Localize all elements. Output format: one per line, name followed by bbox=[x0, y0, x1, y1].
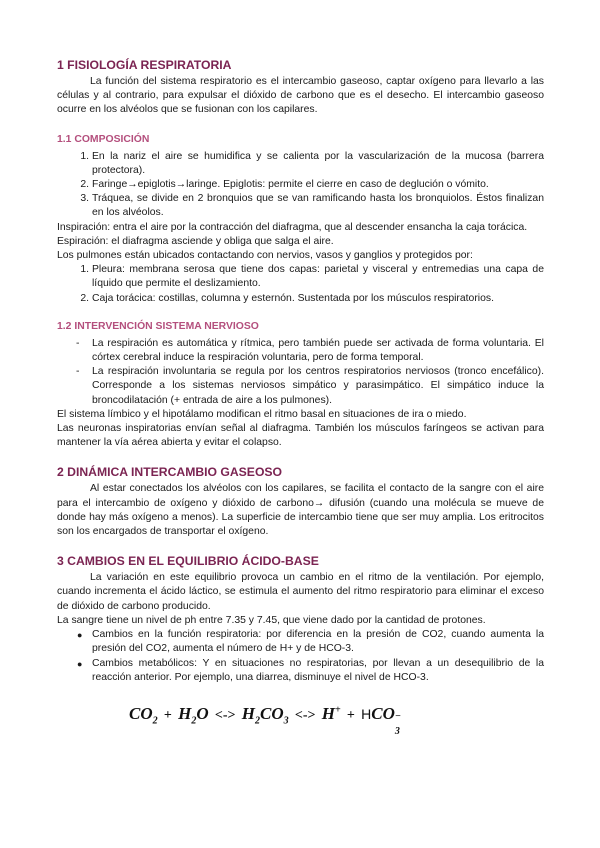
inspiracion-paragraph: Inspiración: entra el aire por la contracción del diafragma, que al descender ensancha la caja torácica. bbox=[57, 221, 528, 233]
list-item-text: En la nariz el aire se humidifica y se calienta por la vascularización de la mucosa (barrera protectora). bbox=[92, 150, 544, 176]
co2-subscript: 2 bbox=[152, 714, 158, 726]
subsection-title: 1.1 COMPOSICIÓN bbox=[57, 133, 150, 145]
list-number: 2. bbox=[80, 292, 89, 304]
list-item bbox=[57, 365, 544, 408]
subsection-composicion bbox=[57, 133, 544, 306]
h2o-subscript: 2 bbox=[191, 714, 197, 726]
h2co3-co: CO bbox=[259, 703, 284, 723]
h2co3-term bbox=[241, 703, 289, 726]
list-item bbox=[57, 292, 544, 306]
section-dinamica-intercambio bbox=[57, 465, 544, 539]
section-paragraph: Al estar conectados los alvéolos con los capilares, se facilita el contacto de la sangre con el aire para el intercambio de oxígeno y dióxido de carbono→ difusión (cuando una molécula se mueve de donde hay más oxígeno a menos). La superficie de intercambio tiene que ser muy amplia. Los eritrocitos son los encargados de transportar el oxígeno. bbox=[57, 483, 544, 538]
hplus-h: H bbox=[321, 703, 335, 723]
list-item-text: Tráquea, se divide en 2 bronquios que se van ramificando hasta los bronquiolos. Éstos finalizan en los alvéolos. bbox=[92, 193, 544, 219]
h2co3-subscript-h: 2 bbox=[254, 714, 260, 726]
list-item-text: Cambios en la función respiratoria: por diferencia en la presión de CO2, cuando aumenta la presión del CO2, aumenta el número de H+ y de HCO-3. bbox=[92, 629, 544, 655]
h2o-h: H bbox=[178, 703, 192, 723]
ph-paragraph: La sangre tiene un nivel de ph entre 7.35 y 7.45, que viene dado por la cantidad de protones. bbox=[57, 614, 486, 626]
equilibrium-arrow: <-> bbox=[294, 707, 316, 723]
composition-list bbox=[57, 150, 544, 221]
list-item-text: Caja torácica: costillas, columna y esternón. Sustentada por los músculos respiratorios. bbox=[92, 292, 494, 304]
section-intro-paragraph: La función del sistema respiratorio es el intercambio gaseoso, captar oxígeno para llevarlo a las células y al contrario, para expulsar el dióxido de carbono que es el desecho. El intercambio gaseoso ocurre en los alvéolos que se fusionan con los capilares. bbox=[57, 76, 544, 116]
neuronas-paragraph: Las neuronas inspiratorias envían señal al diafragma. También los músculos faríngeos se activan para mantener la vía aérea abierta y evitar el colapso. bbox=[57, 423, 544, 449]
section-title: 2 DINÁMICA INTERCAMBIO GASEOSO bbox=[57, 465, 283, 480]
list-number: 3. bbox=[80, 193, 89, 205]
list-item bbox=[57, 628, 544, 656]
hplus-superscript: + bbox=[334, 703, 341, 715]
section-fisiologia-respiratoria bbox=[57, 58, 544, 118]
list-item-text: Cambios metabólicos: Y en situaciones no respiratorias, por llevan a un desequilibrio de la reacción anterior. Por ejemplo, una diarrea, disminuye el nivel de HCO-3. bbox=[92, 657, 544, 683]
list-number: 1. bbox=[80, 150, 89, 162]
list-number: 2. bbox=[80, 179, 89, 191]
dash-marker: - bbox=[76, 366, 80, 378]
section-title: 1 FISIOLOGÍA RESPIRATORIA bbox=[57, 58, 232, 72]
changes-list bbox=[57, 628, 544, 685]
limbico-paragraph: El sistema límbico y el hipotálamo modifican el ritmo basal en situaciones de ira o miedo. bbox=[57, 408, 467, 420]
h2co3-h: H bbox=[241, 703, 255, 723]
section-equilibrio-acido-base bbox=[57, 554, 544, 737]
dash-marker: - bbox=[76, 337, 80, 349]
bullet-marker: ● bbox=[77, 630, 83, 641]
subsection-title: 1.2 INTERVENCIÓN SISTEMA NERVIOSO bbox=[57, 320, 259, 332]
pulmones-paragraph: Los pulmones están ubicados contactando con nervios, vasos y ganglios y protegidos por: bbox=[57, 250, 473, 262]
plus-operator: + bbox=[346, 707, 355, 723]
list-item bbox=[57, 657, 544, 685]
hco3-subscript: 3 bbox=[394, 725, 400, 737]
equilibrium-arrow: <-> bbox=[214, 707, 236, 723]
list-item bbox=[57, 263, 544, 291]
co2-base: CO bbox=[129, 703, 153, 723]
list-item-text: Pleura: membrana serosa que tiene dos capas: parietal y visceral y entremedias una capa de líquido que permite el deslizamiento. bbox=[92, 264, 544, 290]
list-item bbox=[57, 192, 544, 220]
hco3-term bbox=[361, 703, 402, 737]
co2-term bbox=[129, 703, 158, 726]
hco3-h: H bbox=[361, 705, 372, 722]
hco3-co: CO bbox=[371, 703, 395, 723]
nervous-system-list bbox=[57, 337, 544, 408]
h2o-term bbox=[178, 703, 209, 726]
espiracion-paragraph: Espiración: el diafragma asciende y obliga que salga el aire. bbox=[57, 235, 334, 247]
section-title: 3 CAMBIOS EN EL EQUILIBRIO ÁCIDO-BASE bbox=[57, 554, 319, 569]
hplus-term bbox=[322, 704, 341, 723]
list-number: 1. bbox=[80, 264, 89, 276]
list-item bbox=[57, 337, 544, 365]
plus-operator: + bbox=[163, 707, 172, 723]
hco3-superscript: − bbox=[394, 710, 401, 722]
bullet-marker: ● bbox=[77, 658, 83, 669]
list-item-text: La respiración es automática y rítmica, pero también puede ser activada de forma voluntaria. El córtex cerebral induce la respiración voluntaria, pero de forma temporal. bbox=[92, 337, 544, 364]
list-item bbox=[57, 178, 544, 192]
h2co3-subscript-o: 3 bbox=[283, 714, 289, 726]
protection-list bbox=[57, 263, 544, 306]
subsection-sistema-nervioso bbox=[57, 320, 544, 451]
chemical-equation bbox=[57, 699, 544, 737]
list-item-text: La respiración involuntaria se regula por los centros respiratorios nerviosos (tronco encefálico). Corresponde a los sistemas nerviosos simpático y parasimpático. El simpático induce la broncodilatación (+ entrada de aire a los pulmones). bbox=[92, 366, 544, 406]
list-item bbox=[57, 150, 544, 178]
section-intro-paragraph: La variación en este equilibrio provoca un cambio en el ritmo de la ventilación. Por ejemplo, cuando incrementa el ácido láctico, se estimula el aumento del ritmo respiratorio para eliminar el exceso de dióxido de carbono producido. bbox=[57, 572, 544, 612]
h2o-o: O bbox=[196, 703, 209, 723]
list-item-text: Faringe→epiglotis→laringe. Epiglotis: permite el cierre en caso de deglución o vómito. bbox=[92, 179, 489, 191]
